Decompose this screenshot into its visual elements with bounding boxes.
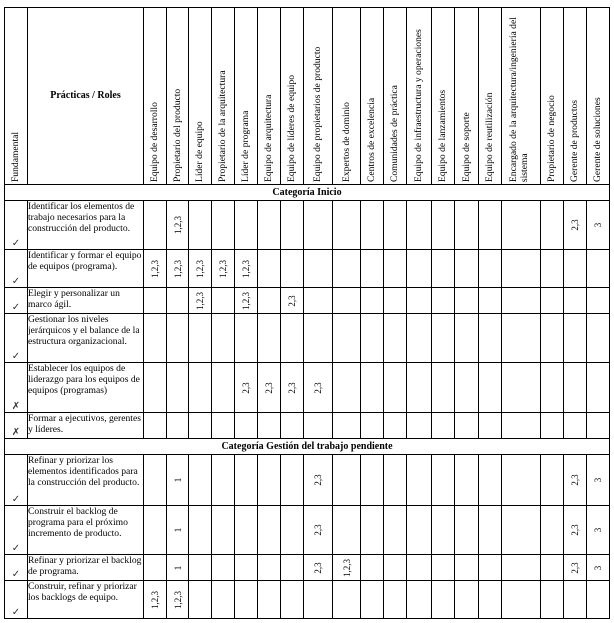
role-label: Comunidades de práctica (388, 85, 400, 182)
role-cell (189, 555, 212, 581)
role-cell (361, 363, 384, 413)
role-cell-value: 1,2,3 (194, 259, 205, 278)
role-label: Líder de equipo (193, 121, 205, 182)
role-cell (455, 314, 479, 363)
category-row (5, 185, 610, 201)
role-label: Gerente de soluciones (591, 97, 603, 182)
role-cell (479, 455, 502, 506)
role-cell (212, 363, 235, 413)
role-cell (167, 201, 189, 250)
header-role (587, 8, 610, 185)
category-title: Categoría Gestión del trabajo pendiente (5, 439, 610, 455)
role-cell (304, 363, 333, 413)
header-role (304, 8, 333, 185)
role-cell (144, 363, 167, 413)
role-cell (384, 413, 407, 439)
check-mark-icon: ✓ (5, 555, 28, 581)
role-cell (189, 288, 212, 314)
role-cell (432, 288, 455, 314)
role-label: Equipo de infraestructura y operaciones (412, 29, 424, 182)
role-cell (212, 506, 235, 555)
role-cell (587, 201, 610, 250)
role-cell (333, 201, 361, 250)
practice-name: Formar a ejecutivos, gerentes y líderes. (28, 413, 144, 439)
role-cell (189, 413, 212, 439)
practice-name: Establecer los equipos de liderazgo para los equipos de equipos (programas) (28, 363, 144, 413)
role-cell (432, 455, 455, 506)
role-cell (384, 250, 407, 288)
practice-name: Construir, refinar y priorizar los backlogs de equipo. (28, 581, 144, 619)
role-cell (235, 363, 258, 413)
role-cell-value: 2,3 (286, 381, 297, 394)
role-cell (144, 250, 167, 288)
role-cell (167, 413, 189, 439)
role-cell-value: 2,3 (286, 294, 297, 307)
role-cell (212, 413, 235, 439)
role-cell-value: 2,3 (569, 524, 580, 536)
role-cell (281, 250, 304, 288)
header-role (479, 8, 502, 185)
role-cell-value: 1,2,3 (172, 590, 183, 609)
table-row (5, 581, 610, 619)
role-cell (304, 314, 333, 363)
role-cell (432, 555, 455, 581)
role-cell (333, 555, 361, 581)
role-cell (304, 413, 333, 439)
role-cell-value: 1 (172, 527, 183, 533)
header-role (281, 8, 304, 185)
role-cell-value: 1,2,3 (217, 259, 228, 278)
role-cell (502, 201, 541, 250)
role-cell (189, 314, 212, 363)
role-cell (144, 455, 167, 506)
role-cell-value: 3 (592, 527, 603, 533)
role-cell (258, 581, 281, 619)
role-cell (432, 314, 455, 363)
role-cell (432, 581, 455, 619)
role-label: Líder de programa (239, 110, 251, 182)
role-label: Encargado de la arquitectura/ingeniería del sistema (507, 17, 530, 182)
role-cell (333, 363, 361, 413)
role-cell-value: 2,3 (312, 474, 323, 486)
role-cell (502, 288, 541, 314)
role-cell (258, 201, 281, 250)
header-role (407, 8, 432, 185)
role-cell (384, 555, 407, 581)
role-cell (235, 314, 258, 363)
role-cell (212, 314, 235, 363)
role-cell (587, 250, 610, 288)
role-cell (541, 555, 564, 581)
role-cell (502, 506, 541, 555)
role-cell (432, 506, 455, 555)
practice-name: Refinar y priorizar los elementos identificados para la construcción del producto. (28, 455, 144, 506)
check-mark-icon: ✓ (5, 250, 28, 288)
role-cell (541, 581, 564, 619)
role-cell (304, 555, 333, 581)
role-cell (235, 506, 258, 555)
header-role (361, 8, 384, 185)
role-cell (144, 413, 167, 439)
role-cell (432, 413, 455, 439)
role-cell-value: 2,3 (312, 561, 323, 574)
role-cell (432, 201, 455, 250)
role-cell (258, 314, 281, 363)
role-cell (281, 413, 304, 439)
role-cell (333, 455, 361, 506)
role-cell (361, 250, 384, 288)
role-cell (235, 288, 258, 314)
table-row (5, 506, 610, 555)
role-cell (455, 455, 479, 506)
role-cell (189, 363, 212, 413)
role-label: Propietario de negocio (545, 95, 557, 182)
role-cell (361, 455, 384, 506)
role-cell (235, 413, 258, 439)
role-cell (479, 581, 502, 619)
role-cell (144, 288, 167, 314)
role-cell (455, 555, 479, 581)
header-role (384, 8, 407, 185)
practice-name: Elegir y personalizar un marco ágil. (28, 288, 144, 314)
role-cell-value: 1 (172, 565, 183, 570)
role-cell (144, 201, 167, 250)
role-cell (258, 413, 281, 439)
role-cell (167, 250, 189, 288)
role-cell (564, 250, 587, 288)
role-cell (333, 413, 361, 439)
role-cell-value: 2,3 (569, 561, 580, 574)
check-mark-icon: ✓ (5, 455, 28, 506)
role-cell (479, 506, 502, 555)
role-cell (304, 581, 333, 619)
check-mark-icon: ✓ (5, 201, 28, 250)
role-cell (479, 363, 502, 413)
role-cell-value: 2,3 (312, 381, 323, 394)
role-cell (455, 581, 479, 619)
role-cell (167, 314, 189, 363)
role-cell (361, 581, 384, 619)
role-cell (502, 581, 541, 619)
role-cell (541, 250, 564, 288)
role-cell (407, 250, 432, 288)
role-label: Centros de excelencia (365, 97, 377, 182)
role-cell (541, 201, 564, 250)
role-cell-value: 1,2,3 (341, 558, 352, 577)
role-cell (235, 581, 258, 619)
header-role (144, 8, 167, 185)
role-label: Equipo de propietarios de producto (311, 46, 323, 182)
role-cell (304, 250, 333, 288)
role-cell (281, 506, 304, 555)
role-cell (258, 555, 281, 581)
role-cell (144, 314, 167, 363)
header-role (167, 8, 189, 185)
role-cell (144, 581, 167, 619)
role-cell (304, 288, 333, 314)
role-cell (333, 314, 361, 363)
role-label: Equipo de lanzamientos (436, 89, 448, 182)
table-row (5, 455, 610, 506)
role-cell (361, 506, 384, 555)
role-cell (281, 314, 304, 363)
header-role (235, 8, 258, 185)
role-label: Equipo de arquitectura (262, 94, 274, 182)
role-cell-value: 3 (592, 477, 603, 483)
check-mark-icon: ✓ (5, 581, 28, 619)
role-cell (304, 455, 333, 506)
role-cell (258, 455, 281, 506)
header-role (455, 8, 479, 185)
role-cell (407, 555, 432, 581)
role-cell (361, 201, 384, 250)
role-cell (564, 555, 587, 581)
practice-name: Construir el backlog de programa para el próximo incremento de producto. (28, 506, 144, 555)
role-cell (361, 413, 384, 439)
role-cell (502, 555, 541, 581)
cross-mark-icon: ✗ (5, 363, 28, 413)
table-row (5, 250, 610, 288)
header-role (502, 8, 541, 185)
role-cell (167, 555, 189, 581)
role-cell (361, 314, 384, 363)
role-cell (258, 288, 281, 314)
role-cell (407, 413, 432, 439)
role-cell (212, 455, 235, 506)
table-row (5, 413, 610, 439)
role-cell (212, 201, 235, 250)
table-body (5, 185, 610, 619)
role-cell (541, 506, 564, 555)
role-cell (455, 413, 479, 439)
role-cell (333, 506, 361, 555)
role-cell (455, 288, 479, 314)
role-cell (144, 555, 167, 581)
header-fundamental-label: Fundamental (9, 131, 21, 182)
role-cell (587, 288, 610, 314)
role-cell-value: 1,2,3 (172, 259, 183, 278)
role-cell (167, 363, 189, 413)
role-cell (333, 250, 361, 288)
role-cell (587, 581, 610, 619)
role-cell (587, 455, 610, 506)
role-cell (189, 506, 212, 555)
role-cell-value: 1,2,3 (149, 590, 160, 609)
role-cell (541, 288, 564, 314)
role-cell (212, 581, 235, 619)
role-cell-value: 3 (592, 565, 603, 570)
role-cell (167, 506, 189, 555)
role-cell (384, 506, 407, 555)
role-cell (541, 314, 564, 363)
role-cell (564, 314, 587, 363)
role-cell (479, 555, 502, 581)
table-row (5, 555, 610, 581)
role-cell (235, 201, 258, 250)
role-cell (281, 555, 304, 581)
role-cell-value: 1,2,3 (194, 291, 205, 310)
role-cell (212, 555, 235, 581)
role-cell (258, 250, 281, 288)
role-cell (479, 201, 502, 250)
role-cell (587, 506, 610, 555)
role-cell (502, 363, 541, 413)
practices-roles-table (4, 7, 610, 619)
role-cell (167, 455, 189, 506)
table-row (5, 314, 610, 363)
role-cell (281, 201, 304, 250)
role-cell (235, 555, 258, 581)
role-label: Equipo de desarrollo (148, 102, 160, 182)
role-cell (407, 363, 432, 413)
role-cell-value: 2,3 (263, 381, 274, 394)
role-cell (235, 250, 258, 288)
role-cell (502, 314, 541, 363)
role-cell (502, 250, 541, 288)
role-cell (587, 555, 610, 581)
table-row (5, 201, 610, 250)
role-cell (564, 201, 587, 250)
role-cell (479, 288, 502, 314)
header-role (564, 8, 587, 185)
role-cell (455, 250, 479, 288)
role-cell (281, 455, 304, 506)
role-cell (502, 413, 541, 439)
role-cell (167, 288, 189, 314)
role-label: Equipo de reutilización (483, 92, 495, 182)
role-cell (564, 363, 587, 413)
role-cell (455, 201, 479, 250)
category-row (5, 439, 610, 455)
role-cell (384, 581, 407, 619)
role-cell-value: 2,3 (312, 524, 323, 536)
role-cell (564, 455, 587, 506)
role-cell (479, 314, 502, 363)
role-cell (432, 363, 455, 413)
role-label: Propietario del producto (171, 88, 183, 182)
role-cell (407, 506, 432, 555)
role-cell-value: 2,3 (569, 219, 580, 231)
role-cell-value: 1,2,3 (172, 216, 183, 234)
header-role (258, 8, 281, 185)
role-cell (564, 581, 587, 619)
role-label: Equipo de líderes de equipo (285, 74, 297, 182)
role-cell (564, 506, 587, 555)
check-mark-icon: ✓ (5, 288, 28, 314)
role-cell (258, 363, 281, 413)
role-cell (384, 363, 407, 413)
role-cell (189, 581, 212, 619)
role-cell-value: 1,2,3 (149, 259, 160, 278)
role-cell (361, 555, 384, 581)
role-cell-value: 1,2,3 (240, 259, 251, 278)
check-mark-icon: ✓ (5, 506, 28, 555)
role-cell-value: 3 (592, 222, 603, 228)
role-cell (144, 506, 167, 555)
role-cell (281, 363, 304, 413)
header-role (189, 8, 212, 185)
role-cell (407, 288, 432, 314)
role-cell (235, 455, 258, 506)
role-cell (587, 363, 610, 413)
header-role (333, 8, 361, 185)
role-cell (167, 581, 189, 619)
role-cell (189, 201, 212, 250)
header-practices-roles: Prácticas / Roles (28, 8, 144, 185)
role-cell (212, 288, 235, 314)
role-cell (502, 455, 541, 506)
role-cell (212, 250, 235, 288)
practice-name: Identificar los elementos de trabajo necesarios para la construcción del producto. (28, 201, 144, 250)
practice-name: Gestionar los niveles jerárquicos y el balance de la estructura organizacional. (28, 314, 144, 363)
role-cell (304, 506, 333, 555)
role-label: Gerente de productos (568, 99, 580, 182)
role-label: Expertos de dominio (340, 102, 352, 182)
role-label: Equipo de soporte (460, 112, 472, 182)
role-cell (564, 413, 587, 439)
role-cell (564, 288, 587, 314)
role-cell (333, 581, 361, 619)
role-cell (407, 314, 432, 363)
practice-name: Refinar y priorizar el backlog de programa. (28, 555, 144, 581)
role-cell (384, 288, 407, 314)
table-row (5, 363, 610, 413)
header-role (212, 8, 235, 185)
header-fundamental (5, 8, 28, 185)
role-cell (304, 201, 333, 250)
role-cell (384, 314, 407, 363)
role-cell (407, 201, 432, 250)
cross-mark-icon: ✗ (5, 413, 28, 439)
practice-name: Identificar y formar el equipo de equipos (programa). (28, 250, 144, 288)
category-title: Categoría Inicio (5, 185, 610, 201)
role-label: Propietario de la arquitectura (216, 70, 228, 182)
role-cell (281, 581, 304, 619)
header-role (432, 8, 455, 185)
role-cell (407, 581, 432, 619)
header-role (541, 8, 564, 185)
role-cell-value: 2,3 (240, 381, 251, 394)
role-cell (587, 314, 610, 363)
header-row (5, 8, 610, 185)
role-cell (333, 288, 361, 314)
role-cell (258, 506, 281, 555)
role-cell (384, 201, 407, 250)
role-cell (281, 288, 304, 314)
role-cell (189, 455, 212, 506)
check-mark-icon: ✓ (5, 314, 28, 363)
role-cell-value: 1,2,3 (240, 291, 251, 310)
role-cell (541, 413, 564, 439)
role-cell (541, 363, 564, 413)
table-row (5, 288, 610, 314)
role-cell-value: 1 (172, 477, 183, 483)
role-cell (407, 455, 432, 506)
role-cell (587, 413, 610, 439)
role-cell (432, 250, 455, 288)
role-cell (541, 455, 564, 506)
role-cell-value: 2,3 (569, 474, 580, 486)
role-cell (479, 413, 502, 439)
role-cell (384, 455, 407, 506)
role-cell (479, 250, 502, 288)
role-cell (455, 506, 479, 555)
role-cell (189, 250, 212, 288)
role-cell (361, 288, 384, 314)
role-cell (455, 363, 479, 413)
